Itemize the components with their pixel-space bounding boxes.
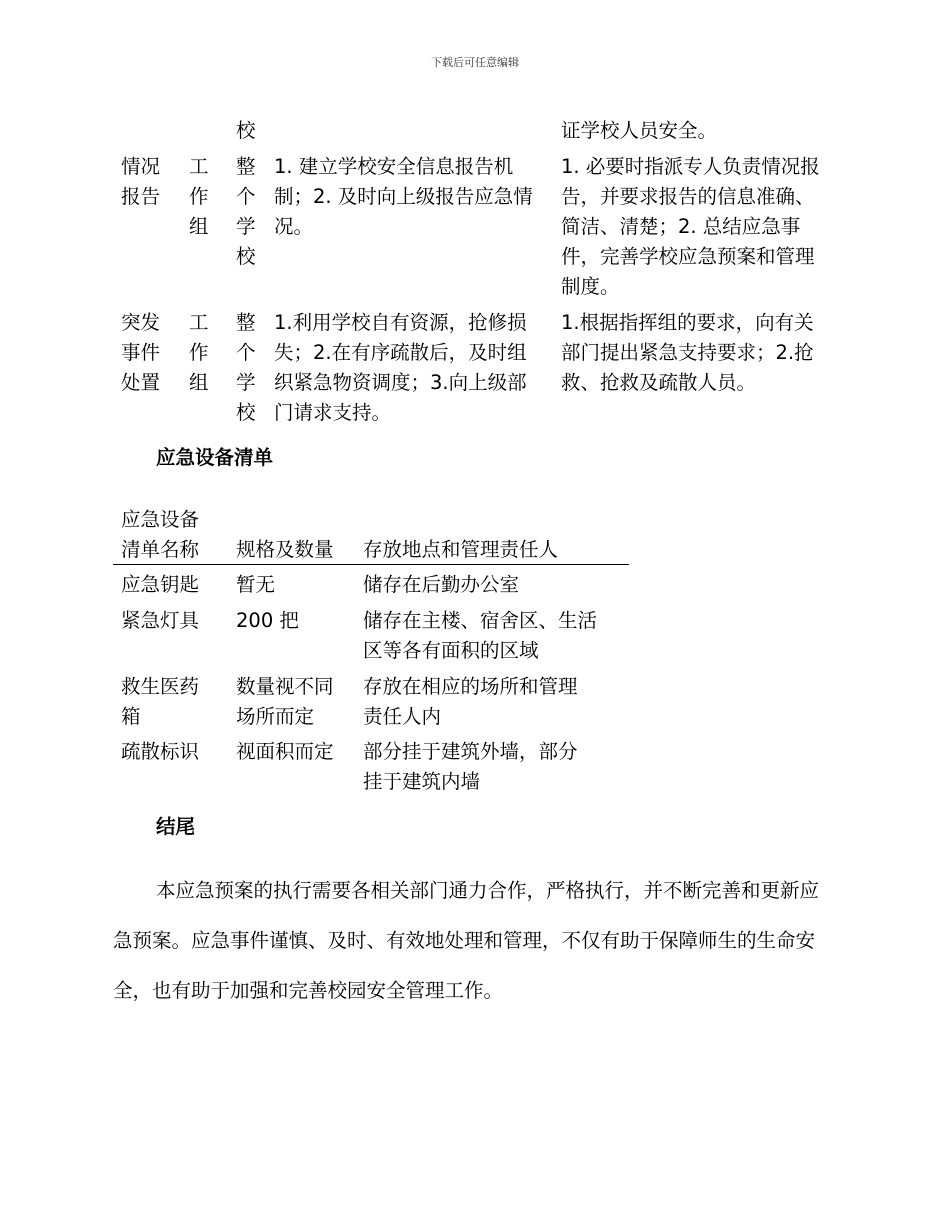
table-row-incident-duties: 1.利用学校自有资源，抢修损失；2.在有序疏散后，及时组织紧急物资调度；3.向上级部门请求支持。: [274, 311, 527, 424]
table-divider: [113, 564, 629, 565]
table-row-report-name: 情况 报告: [121, 155, 161, 208]
equipment-row-2-location: 储存在主楼、宿舍区、生活区等各有面积的区域: [363, 609, 598, 662]
table-row-report-team: 工 作 组: [189, 155, 209, 238]
table-row-incident-scope: 整 个 学 校: [236, 311, 256, 424]
equipment-row-4-name: 疏散标识: [121, 740, 200, 763]
table-row-report-scope: 整 个 学 校: [236, 155, 256, 268]
ending-heading: 结尾: [156, 815, 196, 838]
ending-paragraph: 本应急预案的执行需要各相关部门通力合作，严格执行，并不断完善和更新应急预案。应急事件谨慎、及时、有效地处理和管理，不仅有助于保障师生的生命安全，也有助于加强和完善校园安全管理工作。: [113, 879, 820, 1002]
table-row-report-duties: 1. 建立学校安全信息报告机制；2. 及时向上级报告应急情况。: [274, 155, 533, 238]
equipment-header-name: 应急设备 清单名称: [121, 508, 200, 561]
table-row-incident-name: 突发 事件 处置: [121, 311, 161, 394]
table-row-incident-measures: 1.根据指挥组的要求，向有关部门提出紧急支持要求；2.抢救、抢救及疏散人员。: [561, 311, 814, 394]
equipment-row-2-spec: 200 把: [236, 609, 299, 632]
equipment-row-1-name: 应急钥匙: [121, 573, 200, 596]
equipment-header-spec: 规格及数量: [236, 538, 334, 561]
equipment-header-location: 存放地点和管理责任人: [363, 538, 559, 561]
equipment-row-3-name: 救生医药 箱: [121, 675, 200, 728]
table-row-incident-team: 工 作 组: [189, 311, 209, 394]
equipment-row-2-name: 紧急灯具: [121, 609, 200, 632]
carryover-scope: 校: [236, 119, 256, 142]
table-row-report-measures: 1. 必要时指派专人负责情况报告，并要求报告的信息准确、简洁、清楚；2. 总结应急事件，完善学校应急预案和管理制度。: [561, 155, 820, 298]
equipment-row-3-spec: 数量视不同 场所而定: [236, 675, 334, 728]
equipment-row-4-spec: 视面积而定: [236, 740, 334, 763]
equipment-row-4-location: 部分挂于建筑外墙，部分 挂于建筑内墙: [363, 740, 578, 793]
page-header: 下载后可任意编辑: [431, 56, 519, 69]
equipment-row-3-location: 存放在相应的场所和管理 责任人内: [363, 675, 578, 728]
equipment-row-1-location: 储存在后勤办公室: [363, 573, 520, 596]
equipment-heading: 应急设备清单: [156, 446, 274, 469]
equipment-row-1-spec: 暂无: [236, 573, 276, 596]
carryover-measures: 证学校人员安全。: [561, 119, 718, 142]
